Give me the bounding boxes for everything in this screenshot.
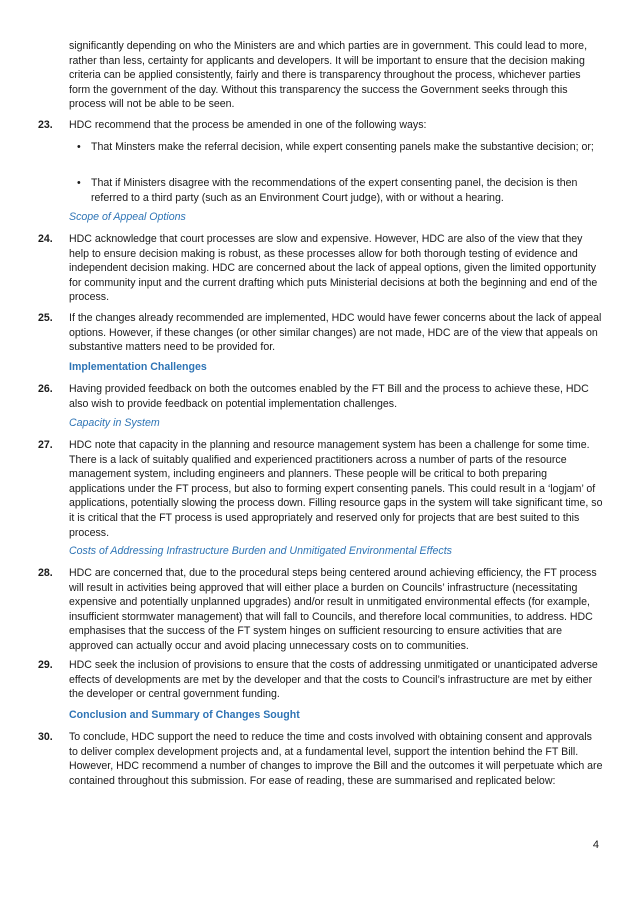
- intro-paragraph: significantly depending on who the Ministers are and which parties are in government. This could lead to more, rather than less, certainty for applicants and developers. It will be important to ensure that the decision making criteria can be applied consistently, fairly and there is transparency throughout the process, whichever parties form the government of the day. Without this transparency the success the Government seeks through this process will not be able to be seen.: [69, 40, 588, 111]
- paragraph-number: 25.: [38, 312, 53, 324]
- paragraph-29: [38, 658, 603, 702]
- paragraph-27: [38, 438, 603, 540]
- paragraph-24: [38, 232, 603, 305]
- page-number: 4: [592, 839, 599, 851]
- paragraph-25: [38, 311, 603, 355]
- paragraph-text: HDC are concerned that, due to the procedural steps being centered around achieving efficiency, the FT process will result in activities being approved that will either place a burden on Councils’ infrastructure (necessitating expensive and potentially unplanned upgrades) and/or result in unmitigated environmental effects (for example, insufficient stormwater management) that will fall to Councils, and therefore local communities, to address. HDC emphasises that the success of the FT system hinges on sufficient resourcing to ensure activities that are approved can actually occur and avoid placing unnecessary costs on to communities.: [69, 567, 597, 652]
- bullet-icon: •: [77, 141, 81, 153]
- paragraph-26: [38, 382, 603, 411]
- paragraph-30: [38, 730, 603, 788]
- bullet-text: That if Ministers disagree with the recommendations of the expert consenting panel, the decision is then referred to a third party (such as an Environment Court judge), with or without a hearing.: [91, 177, 578, 204]
- paragraph-text: Having provided feedback on both the outcomes enabled by the FT Bill and the process to achieve these, HDC also wish to provide feedback on potential implementation challenges.: [69, 383, 589, 410]
- paragraph-text: HDC acknowledge that court processes are slow and expensive. However, HDC are also of the view that they help to ensure decision making is robust, as these processes allow for both thorough testing of evidence and independent decision making. HDC are concerned about the lack of appeal options, given the limited opportunity for community input and the current drafting which puts Ministerial decisions at both the beginning and end of the process.: [69, 233, 598, 304]
- heading-implementation-challenges: Implementation Challenges: [69, 361, 207, 373]
- paragraph-text: HDC seek the inclusion of provisions to ensure that the costs of addressing unmitigated or unanticipated adverse effects of developments are met by the developer and that the costs to Council’s infrastructure are met by either the developer or central government funding.: [69, 659, 598, 701]
- paragraph-text: To conclude, HDC support the need to reduce the time and costs involved with obtaining consent and approvals to deliver complex development projects and, at a fundamental level, support the intention behind the FT Bill. However, HDC recommend a number of changes to improve the Bill and the outcomes it will perpetuate which are contained throughout this submission. For ease of reading, these are summarised and replicated below:: [69, 731, 603, 787]
- paragraph-number: 28.: [38, 567, 53, 579]
- bullet-item-2: [77, 176, 603, 205]
- paragraph-number: 23.: [38, 119, 53, 131]
- bullet-icon: •: [77, 177, 81, 189]
- paragraph-number: 27.: [38, 439, 53, 451]
- paragraph-text: If the changes already recommended are implemented, HDC would have fewer concerns about the lack of appeal options. However, if these changes (or other similar changes) are not made, HDC are of the view that appeals on substantive matters need to be provided for.: [69, 312, 602, 354]
- bullet-item-1: [77, 140, 603, 155]
- paragraph-number: 30.: [38, 731, 53, 743]
- paragraph-28: [38, 566, 603, 654]
- bullet-text: That Minsters make the referral decision, while expert consenting panels make the substantive decision; or;: [91, 141, 594, 153]
- paragraph-number: 26.: [38, 383, 53, 395]
- paragraph-number: 29.: [38, 659, 53, 671]
- paragraph-text: HDC note that capacity in the planning and resource management system has been a challenge for some time. There is a lack of suitably qualified and experienced practitioners across a number of parts of the resource management system, including engineers and planners. These people will be critical to both preparing applications under the FT process, but also to forming expert consenting panels. This could result in a ‘logjam’ of applications, potentially slowing the process down. Filling resource gaps in the system will take significant time, so it is critical that the FT process is used appropriately and reserved only for projects that are best suited to this process.: [69, 439, 603, 539]
- paragraph-number: 24.: [38, 233, 53, 245]
- subheading-capacity: Capacity in System: [69, 417, 160, 429]
- heading-conclusion: Conclusion and Summary of Changes Sought: [69, 709, 300, 721]
- paragraph-23: [38, 118, 603, 133]
- subheading-appeal-options: Scope of Appeal Options: [69, 211, 186, 223]
- paragraph-text: HDC recommend that the process be amended in one of the following ways:: [69, 119, 427, 131]
- subheading-costs: Costs of Addressing Infrastructure Burden and Unmitigated Environmental Effects: [69, 545, 452, 557]
